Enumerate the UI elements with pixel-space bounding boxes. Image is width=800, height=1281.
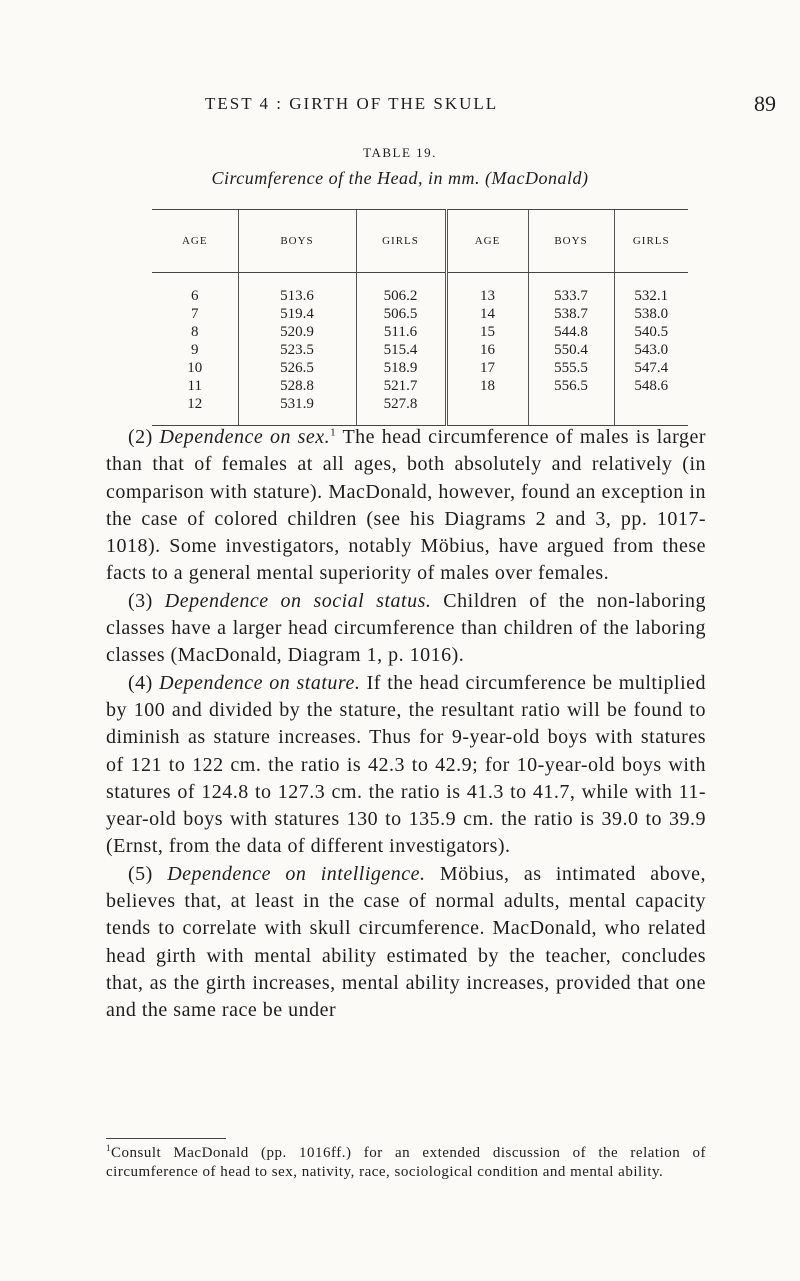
table-cell: 555.5	[528, 359, 614, 377]
paragraph-stature	[106, 670, 706, 861]
table-cell: 527.8	[356, 395, 446, 426]
page-number: 89	[754, 91, 776, 116]
table-cell: 533.7	[528, 273, 614, 306]
table-row	[152, 395, 688, 426]
paragraph-text: The head circumference of males is larger than that of females at all ages, both absolutely and relatively (in comparison with stature). MacDonald, however, found an exception in the case of colored children (see his Diagrams 2 and 3, pp. 1017-1018). Some investigators, notably Möbius, have argued from these facts to a general mental superiority of males over females.	[106, 426, 706, 585]
paragraph-heading: Dependence on intelligence.	[167, 862, 426, 885]
table-cell: 506.5	[356, 305, 446, 323]
table-cell: 521.7	[356, 377, 446, 395]
table-cell: 538.7	[528, 305, 614, 323]
column-header: GIRLS	[614, 210, 688, 273]
table-caption: Circumference of the Head, in mm. (MacDonald)	[211, 168, 589, 188]
table-cell: 538.0	[614, 305, 688, 323]
table-cell: 17	[446, 359, 528, 377]
table-row	[152, 273, 688, 306]
table-cell: 544.8	[528, 323, 614, 341]
body-text	[106, 424, 706, 1025]
table-cell: 543.0	[614, 341, 688, 359]
table-cell: 513.6	[238, 273, 356, 306]
paragraph-heading: Dependence on sex.	[159, 426, 331, 448]
paragraph-number: (5)	[128, 862, 153, 885]
paragraph-text: If the head circumference be multiplied by 100 and divided by the stature, the resultant ratio will be found to diminish as stature increases. Thus for 9-year-old boys with statures of 121 to 122 cm. the ratio is 42.3 to 42.9; for 10-year-old boys with statures of 124.8 to 127.3 cm. the ratio is 41.3 to 41.7, while with 11-year-old boys with statures 130 to 135.9 cm. the ratio is 39.0 to 39.9 (Ernst, from the data of different investigators).	[106, 671, 707, 858]
table-cell: 18	[446, 377, 528, 395]
table-header-row	[152, 210, 688, 273]
table-cell: 9	[191, 342, 199, 358]
paragraph-number: (2)	[128, 426, 153, 448]
table-cell: 11	[187, 378, 202, 394]
footnote-reference: 1	[330, 426, 337, 439]
table-cell: 520.9	[238, 323, 356, 341]
table-cell: 15	[446, 323, 528, 341]
paragraph-sex	[106, 424, 706, 588]
table-cell: 511.6	[356, 323, 446, 341]
table-cell: 13	[446, 273, 528, 306]
running-title: TEST 4 : GIRTH OF THE SKULL	[205, 94, 499, 113]
table-cell: 8	[191, 324, 199, 340]
column-header: GIRLS	[356, 210, 446, 273]
column-header: BOYS	[238, 210, 356, 273]
table-cell	[528, 395, 614, 426]
paragraph-social-status	[106, 588, 706, 670]
table-cell: 14	[446, 305, 528, 323]
paragraph-text: Children of the non-laboring classes have a larger head circumference than children of the laboring classes (MacDonald, Diagram 1, p. 1016).	[106, 589, 706, 667]
table-cell: 526.5	[238, 359, 356, 377]
table-cell: 16	[446, 341, 528, 359]
table-row	[152, 341, 688, 359]
table-cell	[446, 395, 528, 426]
table-cell: 531.9	[238, 395, 356, 426]
table-row	[152, 305, 688, 323]
column-header: BOYS	[528, 210, 614, 273]
table-cell: 515.4	[356, 341, 446, 359]
table-cell: 506.2	[356, 273, 446, 306]
table-row	[152, 359, 688, 377]
paragraph-text: Möbius, as intimated above, believes that, at least in the case of normal adults, mental capacity tends to correlate with skull circumference. MacDonald, who related head girth with mental ability estimated by the teacher, concludes that, as the girth increases, mental ability increases, provided that one and the same race be under	[106, 862, 707, 1022]
table-cell: 540.5	[614, 323, 688, 341]
table-cell: 7	[191, 306, 199, 322]
table-cell: 550.4	[528, 341, 614, 359]
table-cell: 6	[191, 288, 199, 304]
table-cell: 547.4	[614, 359, 688, 377]
column-header: AGE	[446, 210, 528, 273]
footnote-divider	[106, 1138, 226, 1139]
column-header: AGE	[152, 210, 238, 273]
table-cell: 10	[187, 360, 203, 376]
footnote	[106, 1144, 706, 1182]
table-cell: 548.6	[614, 377, 688, 395]
table-cell: 12	[152, 395, 238, 426]
table-cell: 523.5	[238, 341, 356, 359]
paragraph-intelligence	[106, 861, 706, 1025]
table-row	[152, 377, 688, 395]
table-cell: 556.5	[528, 377, 614, 395]
paragraph-number: (4)	[128, 671, 153, 694]
table-cell: 528.8	[238, 377, 356, 395]
circumference-table	[152, 209, 688, 426]
paragraph-number: (3)	[128, 589, 153, 612]
table-row	[152, 323, 688, 341]
table-cell: 519.4	[238, 305, 356, 323]
table-cell: 532.1	[614, 273, 688, 306]
footnote-mark: 1	[106, 1143, 111, 1153]
paragraph-heading: Dependence on stature.	[159, 671, 361, 694]
footnote-text: Consult MacDonald (pp. 1016ff.) for an extended discussion of the relation of circumference of head to sex, nativity, race, sociological condition and mental ability.	[106, 1145, 706, 1180]
paragraph-heading: Dependence on social status.	[164, 589, 432, 612]
table-cell: 518.9	[356, 359, 446, 377]
table-label: TABLE 19.	[363, 145, 437, 160]
table-cell	[614, 395, 688, 426]
